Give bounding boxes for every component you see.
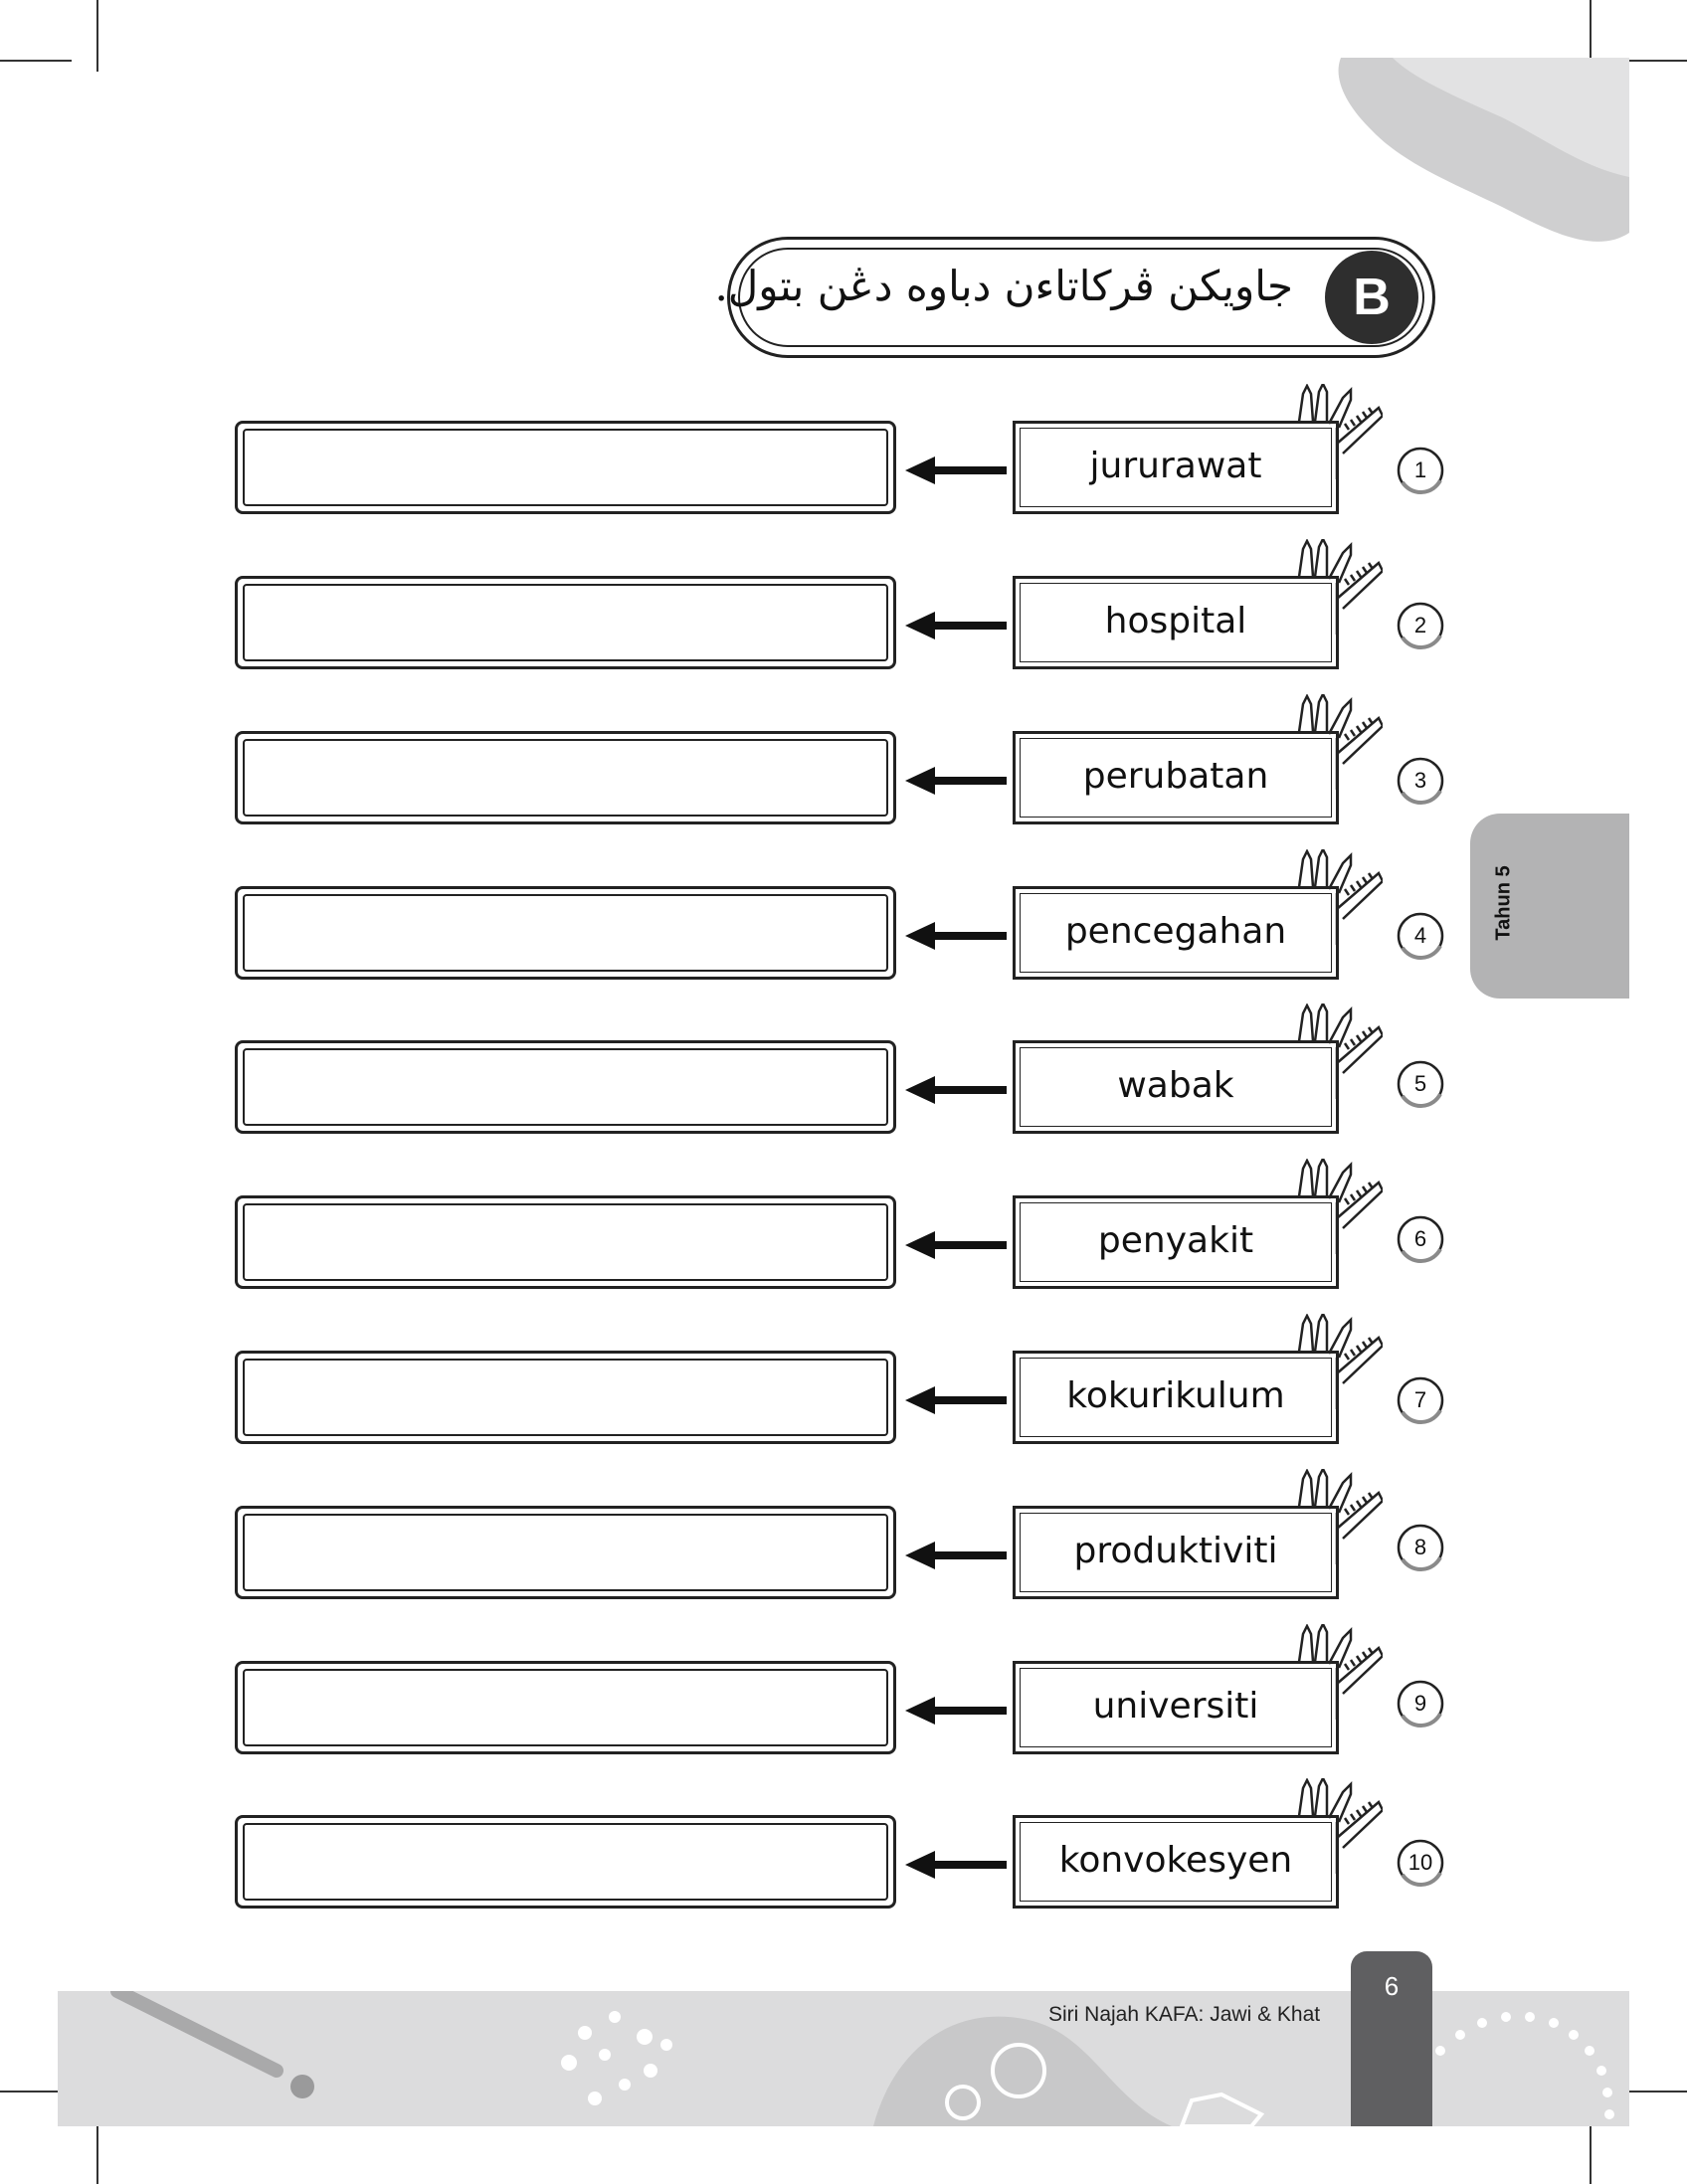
crop-mark xyxy=(0,60,72,62)
word-box xyxy=(1013,1040,1339,1134)
number-badge xyxy=(1397,1524,1446,1573)
word-label: wabak xyxy=(1117,1065,1234,1106)
word-box xyxy=(1013,1661,1339,1754)
instruction-text: جاويکن ڤرکاتاءن دباوه دڠن بتول. xyxy=(714,262,1293,310)
number-badge xyxy=(1397,1839,1446,1889)
crop-mark xyxy=(96,0,98,72)
number-label: 10 xyxy=(1407,1850,1433,1875)
number-label: 6 xyxy=(1413,1226,1427,1251)
number-badge xyxy=(1397,912,1446,962)
word-label: hospital xyxy=(1104,601,1247,641)
arrow-left-icon xyxy=(905,1075,1007,1105)
arrow-left-icon xyxy=(905,455,1007,485)
number-badge xyxy=(1397,602,1446,651)
arrow-left-icon xyxy=(905,766,1007,796)
arrow-left-icon xyxy=(905,921,1007,951)
number-badge xyxy=(1397,1060,1446,1110)
arrow-left-icon xyxy=(905,1696,1007,1726)
arrow-left-icon xyxy=(905,1850,1007,1880)
answer-box[interactable] xyxy=(235,1195,896,1289)
answer-box[interactable] xyxy=(235,421,896,514)
series-title: Siri Najah KAFA: Jawi & Khat xyxy=(1048,2003,1321,2026)
answer-box[interactable] xyxy=(235,1351,896,1444)
answer-box[interactable] xyxy=(235,576,896,669)
word-label: pencegahan xyxy=(1064,911,1287,952)
page-number: 6 xyxy=(1384,1971,1400,2001)
word-label: produktiviti xyxy=(1073,1531,1278,1571)
arrow-left-icon xyxy=(905,1385,1007,1415)
number-label: 7 xyxy=(1413,1387,1427,1412)
answer-box[interactable] xyxy=(235,731,896,824)
section-badge: B xyxy=(1325,251,1418,344)
word-box xyxy=(1013,576,1339,669)
word-label: universiti xyxy=(1092,1686,1259,1727)
word-box xyxy=(1013,731,1339,824)
answer-box[interactable] xyxy=(235,1661,896,1754)
answer-box[interactable] xyxy=(235,1040,896,1134)
word-box xyxy=(1013,1195,1339,1289)
number-label: 8 xyxy=(1413,1535,1427,1559)
number-label: 3 xyxy=(1413,768,1427,793)
page-number-tab xyxy=(1351,1951,1432,2126)
number-label: 9 xyxy=(1413,1691,1427,1716)
word-label: penyakit xyxy=(1097,1220,1254,1261)
word-label: konvokesyen xyxy=(1058,1840,1293,1881)
word-label: perubatan xyxy=(1082,756,1269,797)
number-badge xyxy=(1397,1376,1446,1426)
answer-box[interactable] xyxy=(235,1815,896,1909)
word-label: kokurikulum xyxy=(1066,1375,1285,1416)
word-box xyxy=(1013,1506,1339,1599)
side-tab-label: Tahun 5 xyxy=(1492,865,1515,941)
word-box xyxy=(1013,1351,1339,1444)
word-label: jururawat xyxy=(1089,446,1262,486)
number-label: 4 xyxy=(1413,923,1427,948)
number-badge xyxy=(1397,1680,1446,1729)
number-label: 1 xyxy=(1413,457,1427,482)
word-box xyxy=(1013,1815,1339,1909)
number-badge xyxy=(1397,1215,1446,1265)
word-box xyxy=(1013,886,1339,980)
answer-box[interactable] xyxy=(235,1506,896,1599)
word-box xyxy=(1013,421,1339,514)
arrow-left-icon xyxy=(905,611,1007,640)
number-badge xyxy=(1397,757,1446,807)
number-label: 2 xyxy=(1413,613,1427,637)
answer-box[interactable] xyxy=(235,886,896,980)
arrow-left-icon xyxy=(905,1541,1007,1570)
arrow-left-icon xyxy=(905,1230,1007,1260)
number-badge xyxy=(1397,447,1446,496)
number-label: 5 xyxy=(1413,1071,1427,1096)
